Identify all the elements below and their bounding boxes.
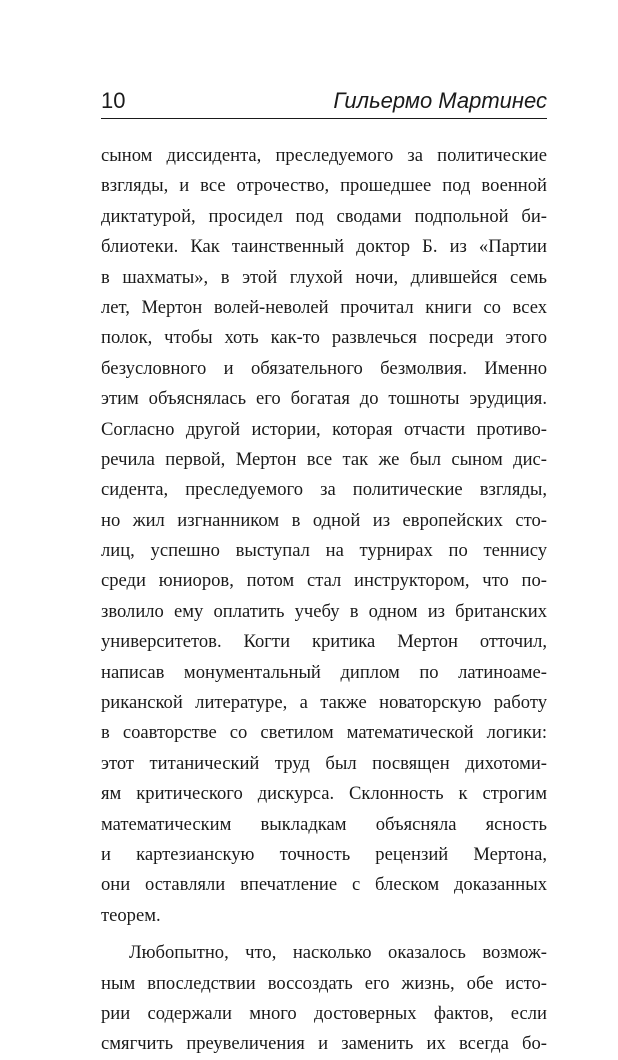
text-line: сыном диссидента, преследуемого за политические: [101, 145, 547, 166]
text-line: в шахматы», в этой глухой ночи, длившейся семь: [101, 266, 547, 288]
text-line: ям критического дискурса. Склонность к строгим: [101, 783, 547, 805]
paragraph-1: [101, 141, 547, 931]
text-line: среди юниоров, потом стал инструктором, что по-: [101, 570, 547, 592]
text-line: теорем.: [101, 904, 161, 926]
text-line: Согласно другой истории, которая отчасти противо-: [101, 418, 547, 440]
text-line: риканской литературе, а также новаторскую работу: [101, 692, 547, 714]
page-number: 10: [101, 88, 126, 113]
text-line: ным впоследствии воссоздать его жизнь, обе исто-: [101, 972, 547, 994]
paragraph-2: [101, 938, 547, 1060]
text-line: взгляды, и все отрочество, прошедшее под военной: [101, 175, 547, 197]
paragraph-spacer: [101, 931, 547, 938]
text-line: написав монументальный диплом по латиноаме-: [101, 661, 547, 683]
text-line: они оставляли впечатление с блеском доказанных: [101, 874, 547, 896]
text-line: полок, чтобы хоть как-то развлечься посреди этого: [101, 327, 547, 349]
text-line: и картезианскую точность рецензий Мертона,: [101, 843, 547, 865]
text-line: университетов. Когти критика Мертон отточил,: [101, 631, 547, 653]
body-text: [101, 141, 547, 1060]
text-line: этот титанический труд был посвящен дихотоми-: [101, 752, 547, 774]
text-line: этим объяснялась его богатая до тошноты эрудиция.: [101, 388, 547, 410]
text-line: безусловного и обязательного безмолвия. Именно: [101, 357, 547, 379]
text-line: рии содержали много достоверных фактов, если: [101, 1002, 547, 1024]
text-line: блиотеки. Как таинственный доктор Б. из «Партии: [101, 236, 547, 258]
text-line: зволило ему оплатить учебу в одном из британских: [101, 600, 547, 622]
text-line: математическим выкладкам объясняла ясность: [101, 813, 547, 835]
text-line: лиц, успешно выступал на турнирах по теннису: [101, 540, 547, 562]
text-line: в соавторстве со светилом математической логики:: [101, 722, 547, 744]
header-rule: [101, 118, 547, 119]
text-line: сидента, преследуемого за политические взгляды,: [101, 479, 547, 501]
text-line: Любопытно, что, насколько оказалось возмож-: [129, 942, 547, 964]
text-line: но жил изгнанником в одной из европейских сто-: [101, 509, 547, 531]
running-head: [101, 86, 547, 116]
text-line: диктатурой, просидел под сводами подпольной би-: [101, 205, 547, 227]
text-line: лет, Мертон волей-неволей прочитал книги со всех: [101, 296, 547, 318]
text-line: речила первой, Мертон все так же был сыном дис-: [101, 448, 547, 470]
author-name: Гильермо Мартинес: [333, 88, 547, 113]
text-line: смягчить преувеличения и заменить их всегда бо-: [101, 1033, 547, 1055]
